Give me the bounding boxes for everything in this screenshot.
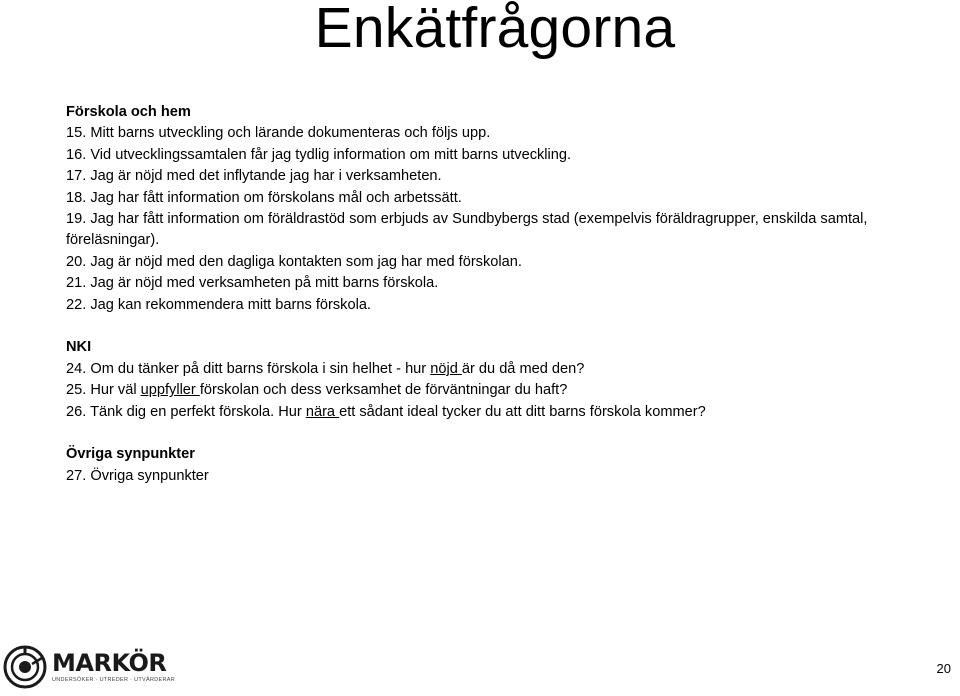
section-heading-nki: NKI [66,339,92,356]
section-heading-ovriga-synpunkter: Övriga synpunkter [66,446,195,463]
page-number: 20 [936,661,951,676]
markor-logo-icon [2,644,48,690]
question-26-text-start: 26. Tänk dig en perfekt förskola. Hur [66,403,306,420]
section-heading-forskola-och-hem: Förskola och hem [66,104,191,120]
question-15: 15. Mitt barns utveckling och lärande dokumenteras och följs upp. [66,125,491,142]
question-26 [66,402,886,423]
question-24-text-start: 24. Om du tänker på ditt barns förskola i sin helhet - hur [66,360,431,377]
question-25 [66,380,886,401]
question-25-text-start: 25. Hur väl [66,382,141,399]
question-24 [66,359,886,380]
slide-title: Enkätfrågorna [314,0,676,60]
question-19: 19. Jag har fått information om föräldrastöd som erbjuds av Sundbybergs stad (exempelvis föräldragrupper, enskilda samtal, föreläsningar). [66,211,868,249]
logo-tagline: UNDERSÖKER · UTREDER · UTVÄRDERAR [52,677,175,683]
question-list [66,102,886,487]
section-spacer [66,423,886,444]
markor-logo [2,642,175,692]
question-22: 22. Jag kan rekommendera mitt barns förskola. [66,296,371,313]
question-21: 21. Jag är nöjd med verksamheten på mitt barns förskola. [66,275,439,292]
question-18: 18. Jag har fått information om förskolans mål och arbetssätt. [66,189,462,206]
question-25-underlined-word: uppfyller [140,382,200,399]
logo-wordmark: MARKÖR [52,649,167,677]
question-26-text-end: ett sådant ideal tycker du att ditt barns förskola kommer? [339,403,706,420]
question-17: 17. Jag är nöjd med det inflytande jag har i verksamheten. [66,168,442,185]
question-24-underlined-word: nöjd [430,360,462,377]
question-26-underlined-word: nära [305,403,340,420]
question-27: 27. Övriga synpunkter [66,467,209,484]
question-24-text-end: är du då med den? [461,360,585,377]
question-25-text-end: förskolan och dess verksamhet de förväntningar du haft? [199,382,568,399]
section-spacer [66,316,886,337]
question-20: 20. Jag är nöjd med den dagliga kontakten som jag har med förskolan. [66,253,522,270]
question-16: 16. Vid utvecklingssamtalen får jag tydlig information om mitt barns utveckling. [66,146,572,163]
